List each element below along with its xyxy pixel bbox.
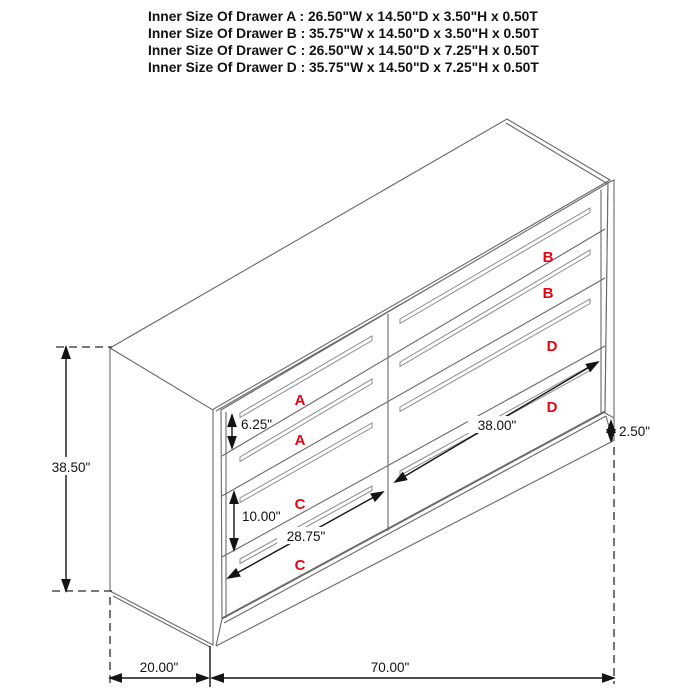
width-dimension-label: 70.00" [370,660,410,675]
right-drawer-width-label: 38.00" [477,418,517,433]
drawer-label-d2: D [546,399,558,416]
drawer-cd-height-label: 10.00" [242,509,281,524]
dresser-drawing [110,119,614,647]
drawer-a-spec: Inner Size Of Drawer A : 26.50"W x 14.50"D x 3.50"H x 0.50T [148,9,538,24]
header-text [148,9,539,75]
drawer-label-d1: D [546,338,558,355]
drawer-ab-height-label: 6.25" [241,417,273,432]
drawer-label-a1: A [294,392,306,409]
drawer-label-b2: B [542,285,554,302]
base-right-connector [606,416,613,441]
depth-dimension-label: 20.00" [139,660,179,675]
drawer-label-a2: A [294,432,306,449]
drawer-c-spec: Inner Size Of Drawer C : 26.50"W x 14.50"D x 7.25"H x 0.50T [148,43,539,58]
base-left-connector [216,619,222,646]
left-drawer-width-label: 28.75" [286,529,326,544]
drawer-d-spec: Inner Size Of Drawer D : 35.75"W x 14.50"D x 7.25"H x 0.50T [148,60,539,75]
drawer-label-b1: B [542,249,554,266]
drawer-label-c2: C [294,557,306,574]
drawer-b-spec: Inner Size Of Drawer B : 35.75"W x 14.50"D x 3.50"H x 0.50T [148,26,539,41]
drawer-label-c1: C [294,496,306,513]
base-height-label: 2.50" [619,424,651,439]
height-dimension-label: 38.50" [51,460,91,475]
